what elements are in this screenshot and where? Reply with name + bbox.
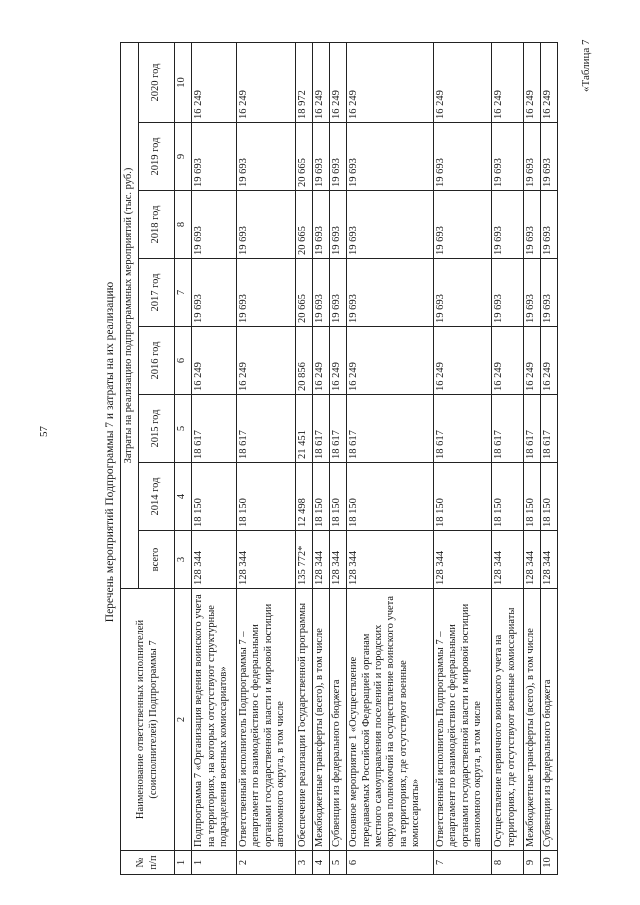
row-value: 18 617 (433, 395, 492, 463)
row-value: 19 693 (237, 191, 296, 259)
row-value: 16 249 (540, 327, 557, 395)
row-value: 19 693 (312, 123, 329, 191)
row-value: 16 249 (347, 43, 433, 123)
row-value: 16 249 (192, 43, 237, 123)
row-value: 128 344 (237, 531, 296, 589)
row-value: 18 150 (492, 463, 523, 531)
row-value: 19 693 (312, 259, 329, 327)
header-name: Наименование ответственных исполнителей (соисполнителей) Подпрограммы 7 (121, 589, 175, 851)
row-value: 19 693 (347, 191, 433, 259)
row-name: Межбюджетные трансферты (всего), в том числе (523, 589, 540, 851)
table-label: «Таблица 7 (580, 39, 592, 92)
header-costs-group: Затраты на реализацию подпрограммных мероприятий (тыс. руб.) (121, 43, 139, 589)
row-value: 20 665 (295, 191, 312, 259)
column-number-cell: 6 (175, 327, 192, 395)
row-value: 16 249 (433, 327, 492, 395)
row-value: 18 617 (523, 395, 540, 463)
row-value: 19 693 (330, 123, 347, 191)
row-value: 19 693 (237, 123, 296, 191)
row-value: 16 249 (433, 43, 492, 123)
row-value: 19 693 (492, 191, 523, 259)
row-value: 19 693 (540, 123, 557, 191)
row-value: 18 617 (492, 395, 523, 463)
rotated-table-container (120, 43, 558, 875)
page-number: 57 (38, 426, 50, 437)
row-value: 16 249 (492, 327, 523, 395)
row-value: 19 693 (347, 259, 433, 327)
row-value: 18 150 (237, 463, 296, 531)
row-value: 19 693 (433, 259, 492, 327)
table-row (295, 43, 312, 875)
row-value: 20 665 (295, 259, 312, 327)
row-value: 20 665 (295, 123, 312, 191)
table-row (330, 43, 347, 875)
row-value: 19 693 (523, 191, 540, 259)
row-value: 16 249 (347, 327, 433, 395)
row-value: 128 344 (312, 531, 329, 589)
row-value: 128 344 (492, 531, 523, 589)
row-value: 19 693 (192, 123, 237, 191)
row-value: 16 249 (523, 327, 540, 395)
table-row (347, 43, 433, 875)
row-value: 19 693 (192, 259, 237, 327)
row-value: 18 617 (312, 395, 329, 463)
row-name: Межбюджетные трансферты (всего), в том числе (312, 589, 329, 851)
row-name: Ответственный исполнитель Подпрограммы 7 – департамент по взаимодействию с федеральными органами государственной власти и мировой юстиции автономного округа, в том числе (433, 589, 492, 851)
row-value: 19 693 (330, 259, 347, 327)
document-title: Перечень мероприятий Подпрограммы 7 и затраты на их реализацию (104, 281, 116, 623)
row-value: 18 617 (347, 395, 433, 463)
row-value: 128 344 (433, 531, 492, 589)
row-value: 16 249 (312, 43, 329, 123)
row-value: 128 344 (347, 531, 433, 589)
row-index: 3 (295, 851, 312, 875)
row-name: Обеспечение реализации Государственной программы (295, 589, 312, 851)
table-row (433, 43, 492, 875)
header-year-2015: 2015 год (139, 395, 175, 463)
table-row (540, 43, 557, 875)
column-number-cell: 1 (175, 851, 192, 875)
header-year-2018: 2018 год (139, 191, 175, 259)
table-row (523, 43, 540, 875)
row-value: 18 617 (192, 395, 237, 463)
row-index: 1 (192, 851, 237, 875)
row-name: Ответственный исполнитель Подпрограммы 7 – департамент по взаимодействию с федеральными органами государственной власти и мировой юстиции автономного округа, в том числе (237, 589, 296, 851)
row-name: Основное мероприятие 1 «Осуществление передаваемых Российской Федерацией органам местного самоуправления поселений и городских округов полномочий на осуществление воинского учета на территориях, где отсутствуют военные комиссариаты» (347, 589, 433, 851)
row-value: 18 150 (540, 463, 557, 531)
row-value: 18 150 (523, 463, 540, 531)
row-value: 19 693 (312, 191, 329, 259)
row-value: 18 617 (330, 395, 347, 463)
row-value: 16 249 (312, 327, 329, 395)
table-row (192, 43, 237, 875)
row-value: 128 344 (192, 531, 237, 589)
row-value: 19 693 (523, 259, 540, 327)
row-value: 19 693 (492, 123, 523, 191)
row-value: 18 150 (312, 463, 329, 531)
row-name: Субвенции из федерального бюджета (330, 589, 347, 851)
header-index: № п/п (121, 851, 175, 875)
row-value: 19 693 (523, 123, 540, 191)
row-value: 18 617 (237, 395, 296, 463)
row-index: 2 (237, 851, 296, 875)
row-value: 128 344 (540, 531, 557, 589)
column-number-cell: 9 (175, 123, 192, 191)
row-value: 18 150 (433, 463, 492, 531)
row-value: 16 249 (237, 43, 296, 123)
row-value: 19 693 (433, 191, 492, 259)
header-year-2020: 2020 год (139, 43, 175, 123)
row-value: 19 693 (540, 191, 557, 259)
row-name: Подпрограмма 7 «Организация ведения воинского учета на территориях, на которых отсутствуют структурные подразделения военных комиссариатов» (192, 589, 237, 851)
row-index: 5 (330, 851, 347, 875)
row-value: 19 693 (540, 259, 557, 327)
table-row (237, 43, 296, 875)
row-value: 128 344 (330, 531, 347, 589)
row-value: 19 693 (330, 191, 347, 259)
column-number-cell: 5 (175, 395, 192, 463)
column-number-cell: 7 (175, 259, 192, 327)
row-value: 128 344 (523, 531, 540, 589)
table-row (492, 43, 523, 875)
column-number-cell: 3 (175, 531, 192, 589)
row-value: 16 249 (523, 43, 540, 123)
row-name: Субвенции из федерального бюджета (540, 589, 557, 851)
row-index: 6 (347, 851, 433, 875)
column-number-cell: 8 (175, 191, 192, 259)
row-value: 18 617 (540, 395, 557, 463)
row-value: 19 693 (433, 123, 492, 191)
column-number-cell: 4 (175, 463, 192, 531)
row-value: 16 249 (237, 327, 296, 395)
column-numbers-row (175, 43, 192, 875)
row-value: 18 150 (330, 463, 347, 531)
column-number-cell: 2 (175, 589, 192, 851)
row-value: 16 249 (330, 327, 347, 395)
header-year-2019: 2019 год (139, 123, 175, 191)
table-row (312, 43, 329, 875)
row-value: 18 150 (192, 463, 237, 531)
table-body (175, 43, 558, 875)
row-name: Осуществление первичного воинского учета на территориях, где отсутствуют военные комиссариаты (492, 589, 523, 851)
row-value: 19 693 (347, 123, 433, 191)
row-value: 16 249 (492, 43, 523, 123)
row-value: 19 693 (492, 259, 523, 327)
row-value: 135 772* (295, 531, 312, 589)
header-year-2014: 2014 год (139, 463, 175, 531)
row-value: 16 249 (330, 43, 347, 123)
row-index: 10 (540, 851, 557, 875)
row-index: 9 (523, 851, 540, 875)
header-year-2016: 2016 год (139, 327, 175, 395)
header-total: всего (139, 531, 175, 589)
costs-table (120, 42, 558, 875)
row-value: 16 249 (540, 43, 557, 123)
row-index: 8 (492, 851, 523, 875)
row-value: 21 451 (295, 395, 312, 463)
row-index: 4 (312, 851, 329, 875)
row-value: 16 249 (192, 327, 237, 395)
row-index: 7 (433, 851, 492, 875)
row-value: 18 150 (347, 463, 433, 531)
column-number-cell: 10 (175, 43, 192, 123)
row-value: 20 856 (295, 327, 312, 395)
row-value: 19 693 (192, 191, 237, 259)
row-value: 12 498 (295, 463, 312, 531)
header-year-2017: 2017 год (139, 259, 175, 327)
row-value: 19 693 (237, 259, 296, 327)
row-value: 18 972 (295, 43, 312, 123)
